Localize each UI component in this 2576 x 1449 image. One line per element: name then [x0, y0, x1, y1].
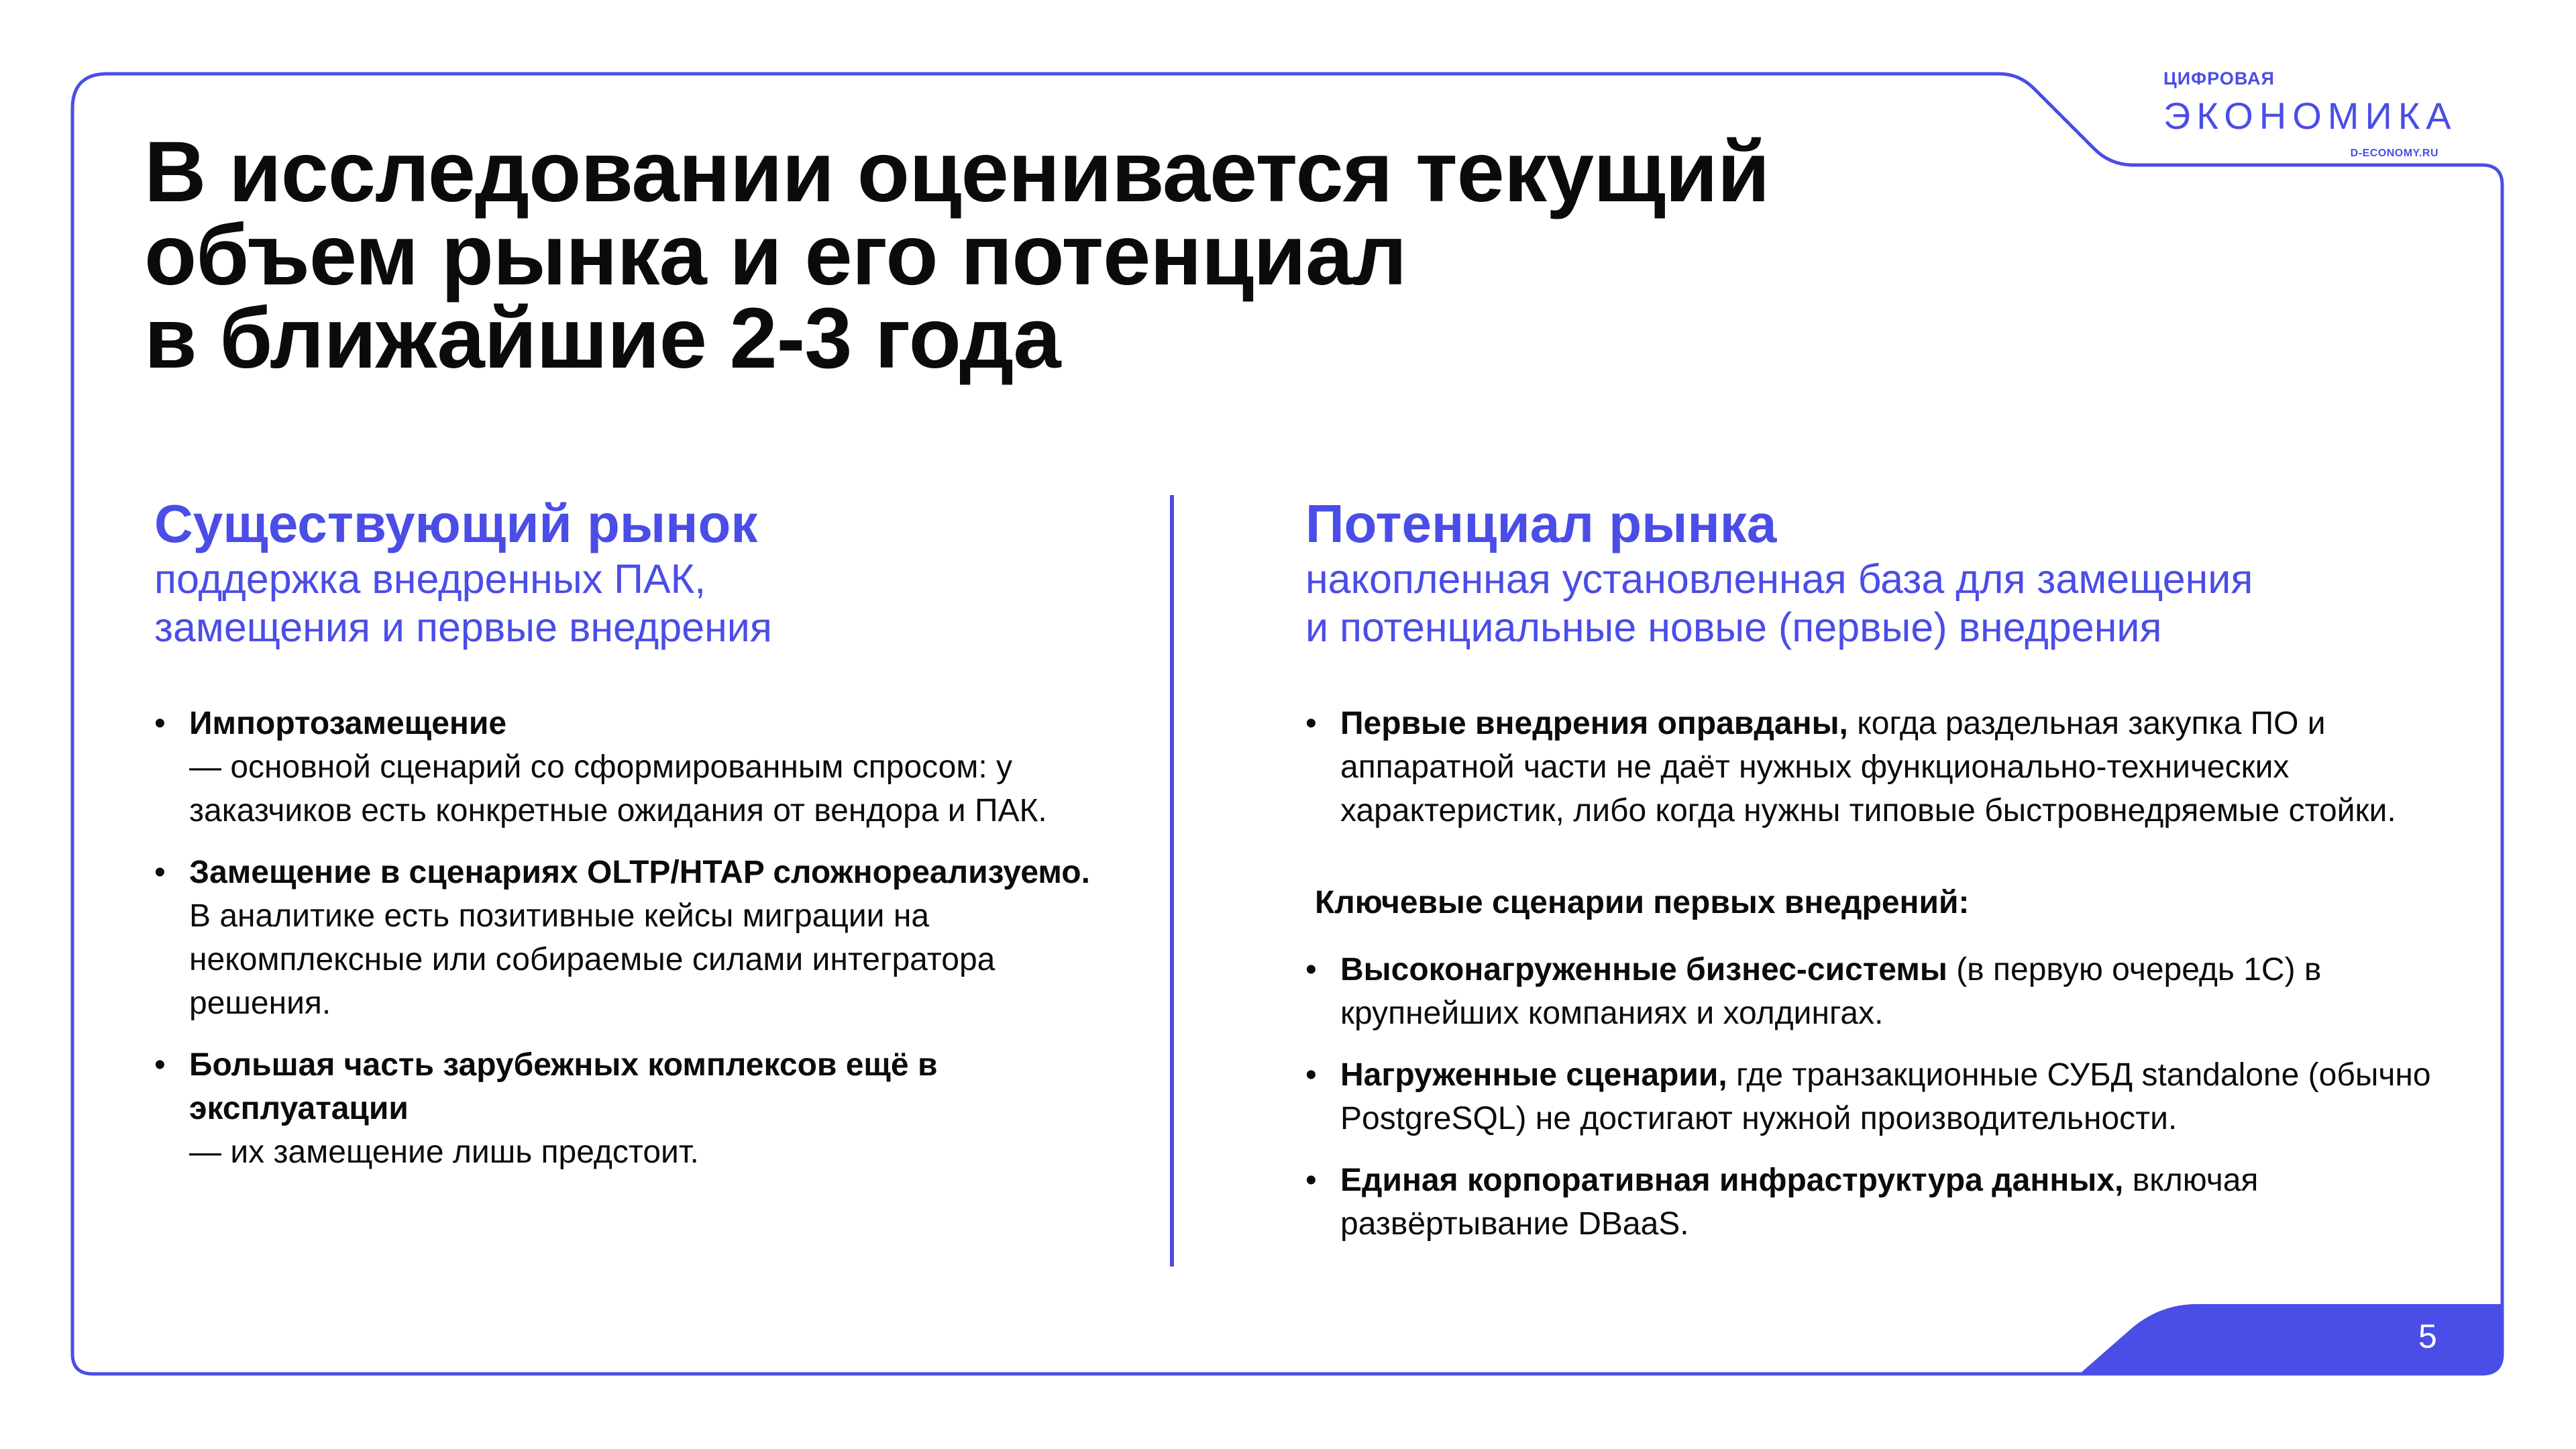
item-text: В аналитике есть позитивные кейсы миграции на некомплексные или собираемые силами интегратора решения.	[189, 898, 996, 1021]
existing-market-subtitle-2: замещения и первые внедрения	[154, 604, 772, 650]
page-number: 5	[2418, 1318, 2437, 1355]
title-line-1: В исследовании оценивается текущий	[144, 124, 1770, 220]
item-text: когда раздельная закупка ПО и аппаратной части не даёт нужных функционально-технических характеристик, либо когда нужны типовые быстровнедряемые стойки.	[1340, 706, 2396, 828]
item-bold: Первые внедрения оправданы,	[1340, 706, 1848, 741]
list-item	[1305, 702, 2446, 833]
list-item	[154, 1043, 1127, 1174]
market-potential-column	[1305, 493, 2446, 1264]
item-text: — основной сценарий со сформированным спросом: у заказчиков есть конкретные ожидания от вендора и ПАК.	[189, 749, 1047, 828]
title-line-2: объем рынка и его потенциал	[144, 207, 1407, 303]
market-potential-heading: Потенциал рынка	[1305, 494, 1777, 553]
existing-market-subtitle-1: поддержка внедренных ПАК,	[154, 556, 706, 602]
logo-wordmark: ЭКОНОМИКА	[2163, 95, 2457, 137]
item-bold: Высоконагруженные бизнес-системы	[1340, 952, 1947, 987]
logo-caption: ЦИФРОВАЯ	[2163, 68, 2275, 89]
list-item	[154, 702, 1127, 833]
market-potential-subtitle-2: и потенциальные новые (первые) внедрения	[1305, 604, 2162, 650]
market-potential-intro-list	[1305, 702, 2446, 833]
existing-market-list	[154, 702, 1127, 1174]
item-bold: Единая корпоративная инфраструктура данных,	[1340, 1163, 2124, 1198]
item-bold: Нагруженные сценарии,	[1340, 1057, 1727, 1093]
item-text: — их замещение лишь предстоит.	[189, 1134, 699, 1170]
existing-market-column	[154, 493, 1127, 1192]
key-scenarios-heading: Ключевые сценарии первых внедрений:	[1315, 885, 1970, 920]
corner-accent-shape	[2080, 1304, 2502, 1374]
item-bold: Импортозамещение	[189, 706, 507, 741]
list-item	[1305, 1053, 2446, 1140]
key-scenarios-list	[1305, 948, 2446, 1246]
item-text: где транзакционные СУБД standalone (обычно PostgreSQL) не достигают нужной производительности.	[1340, 1057, 2431, 1136]
item-text: включая развёртывание DBaaS.	[1340, 1163, 2259, 1242]
title-line-3: в ближайшие 2-3 года	[144, 290, 1061, 386]
market-potential-subtitle-1: накопленная установленная база для замещения	[1305, 556, 2253, 602]
list-item	[1305, 1159, 2446, 1246]
item-text: (в первую очередь 1С) в крупнейших компаниях и холдингах.	[1340, 952, 2322, 1031]
column-divider	[1170, 495, 1174, 1267]
logo-url: D-ECONOMY.RU	[2350, 148, 2438, 159]
item-bold: Замещение в сценариях OLTP/HTAP сложнореализуемо.	[189, 855, 1090, 890]
brand-logo	[2163, 66, 2457, 166]
item-bold: Большая часть зарубежных комплексов ещё в эксплуатации	[189, 1047, 938, 1126]
slide-title	[144, 124, 2023, 386]
existing-market-heading: Существующий рынок	[154, 494, 758, 553]
list-item	[154, 851, 1127, 1025]
list-item	[1305, 948, 2446, 1035]
